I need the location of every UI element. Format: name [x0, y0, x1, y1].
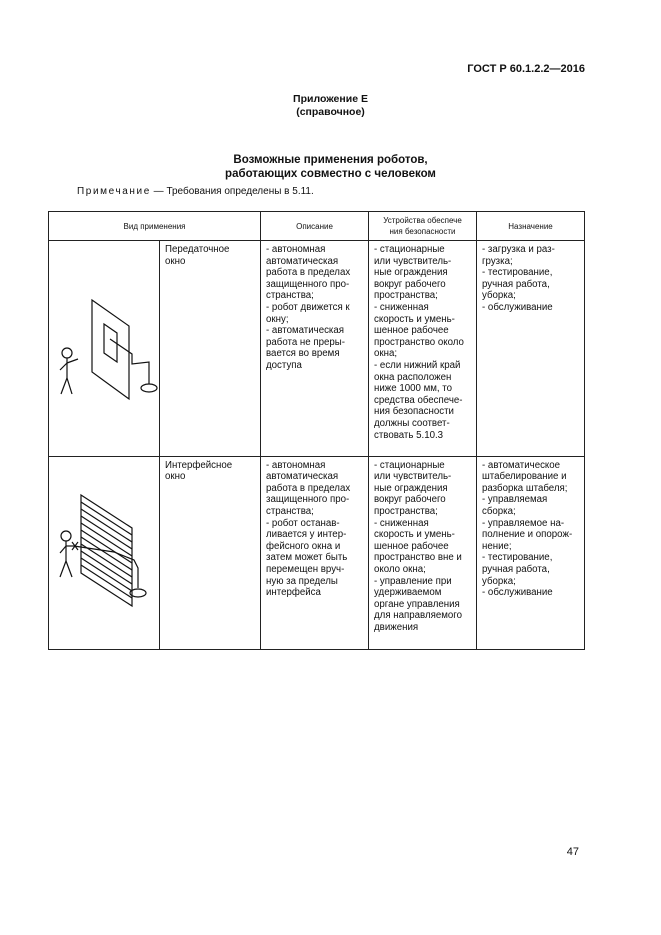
header-application-type: Вид применения: [49, 212, 261, 241]
header-description: Описание: [261, 212, 369, 241]
section-title-line-1: Возможные применения роботов,: [233, 154, 428, 166]
application-name: Передаточное окно: [160, 241, 261, 457]
table-row: [49, 456, 585, 650]
table-row: [49, 241, 585, 457]
row-illustration-cell: [49, 241, 160, 457]
header-safety-devices: Устройства обеспече ния безопасности: [369, 212, 477, 241]
application-purpose: - автоматическое штабелирование и разборка штабеля; - управляемая сборка; - управляемое на- полнение и опорож- нение; - тестирование, ручная работа, уборка; - обслуживание: [477, 456, 585, 650]
section-title: [0, 153, 661, 181]
table-header-row: [49, 212, 585, 241]
row-illustration-cell: [49, 456, 160, 650]
application-safety-devices: - стационарные или чувствитель- ные ограждения вокруг рабочего пространства; - сниженная скорость и умень- шенное рабочее пространство вне и около окна; - управление при удерживаемом органе управления для направляемого движения: [369, 456, 477, 650]
appendix-heading: [0, 93, 661, 119]
transfer-window-icon: [54, 244, 165, 449]
appendix-subtitle: (справочное): [296, 106, 365, 118]
page-number: 47: [566, 846, 579, 858]
document-standard-code: ГОСТ Р 60.1.2.2—2016: [467, 63, 585, 75]
note-label: Примечание: [77, 186, 151, 197]
application-name: Интерфейсное окно: [160, 456, 261, 650]
note-text: — Требования определены в 5.11.: [150, 186, 314, 197]
application-description: - автономная автоматическая работа в пределах защищенного про- странства; - робот останав- ливается у интер- фейсного окна и затем может быть перемещен вруч- ную за пределы интерфейса: [261, 456, 369, 650]
application-purpose: - загрузка и раз- грузка; - тестирование, ручная работа, уборка; - обслуживание: [477, 241, 585, 457]
header-purpose: Назначение: [477, 212, 585, 241]
interface-window-icon: [54, 460, 165, 643]
appendix-title: Приложение Е: [293, 93, 368, 105]
section-title-line-2: работающих совместно с человеком: [225, 168, 436, 180]
note: [77, 186, 314, 197]
application-safety-devices: - стационарные или чувствитель- ные ограждения вокруг рабочего пространства; - сниженная скорость и умень- шенное рабочее пространство около окна; - если нижний край окна расположен ниже 1000 мм, то средства обеспече- ния безопасности должны соответ- ствовать 5.10.3: [369, 241, 477, 457]
applications-table: [48, 211, 585, 650]
application-description: - автономная автоматическая работа в пределах защищенного про- странства; - робот движется к окну; - автоматическая работа не преры- вается во время доступа: [261, 241, 369, 457]
